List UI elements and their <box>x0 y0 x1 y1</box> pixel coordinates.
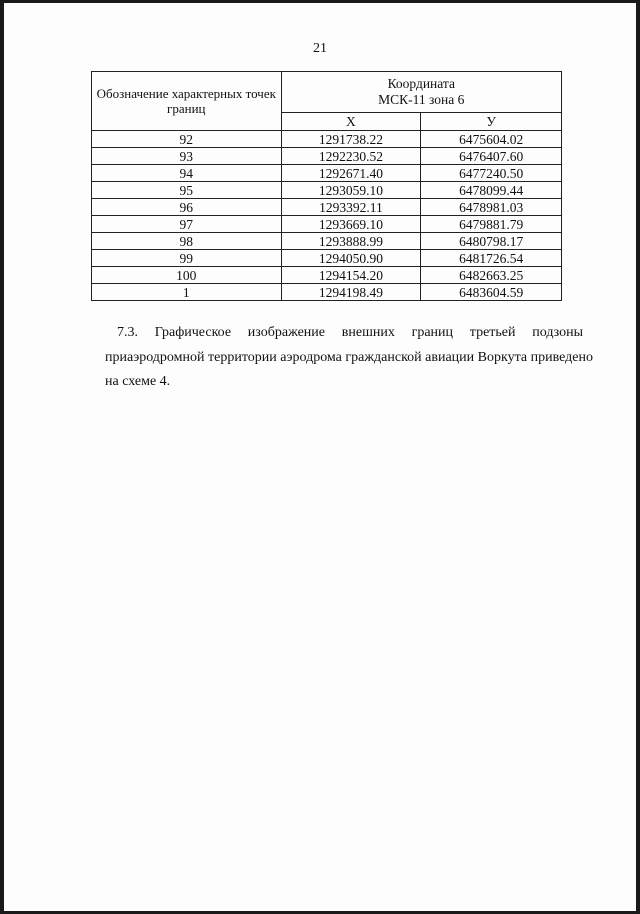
cell-point: 1 <box>92 284 282 301</box>
header-x: Х <box>281 113 421 131</box>
cell-point: 94 <box>92 165 282 182</box>
cell-y: 6479881.79 <box>421 216 562 233</box>
header-coordinate-system: МСК-11 зона 6 <box>378 92 465 108</box>
cell-x: 1293392.11 <box>281 199 421 216</box>
paragraph-line-2: приаэродромной территории аэродрома гражданской авиации Воркута приведено <box>105 349 593 365</box>
table-row <box>92 250 562 267</box>
table-row <box>92 131 562 148</box>
header-coordinate-title: Координата <box>387 76 455 92</box>
cell-y: 6477240.50 <box>421 165 562 182</box>
table-row <box>92 199 562 216</box>
coordinates-table <box>91 71 562 301</box>
page-number: 21 <box>313 41 327 56</box>
document-page <box>4 3 636 911</box>
cell-y: 6478099.44 <box>421 182 562 199</box>
table-row <box>92 267 562 284</box>
cell-point: 95 <box>92 182 282 199</box>
cell-point: 97 <box>92 216 282 233</box>
header-coordinate <box>281 72 561 113</box>
table-row <box>92 284 562 301</box>
cell-x: 1294154.20 <box>281 267 421 284</box>
table-row <box>92 148 562 165</box>
cell-y: 6478981.03 <box>421 199 562 216</box>
cell-point: 100 <box>92 267 282 284</box>
cell-point: 96 <box>92 199 282 216</box>
paragraph-line-3: на схеме 4. <box>105 374 171 389</box>
cell-x: 1294198.49 <box>281 284 421 301</box>
cell-x: 1292671.40 <box>281 165 421 182</box>
cell-point: 93 <box>92 148 282 165</box>
cell-y: 6481726.54 <box>421 250 562 267</box>
cell-y: 6480798.17 <box>421 233 562 250</box>
cell-x: 1294050.90 <box>281 250 421 267</box>
cell-y: 6475604.02 <box>421 131 562 148</box>
section-paragraph <box>105 321 593 395</box>
header-points: Обозначение характерных точек границ <box>92 72 282 131</box>
cell-y: 6476407.60 <box>421 148 562 165</box>
table-row <box>92 233 562 250</box>
table-row <box>92 165 562 182</box>
cell-y: 6482663.25 <box>421 267 562 284</box>
cell-x: 1293669.10 <box>281 216 421 233</box>
cell-x: 1293888.99 <box>281 233 421 250</box>
cell-point: 99 <box>92 250 282 267</box>
cell-x: 1291738.22 <box>281 131 421 148</box>
cell-point: 92 <box>92 131 282 148</box>
table-row <box>92 216 562 233</box>
cell-x: 1292230.52 <box>281 148 421 165</box>
cell-x: 1293059.10 <box>281 182 421 199</box>
paragraph-line-1: 7.3. Графическое изображение внешних границ третьей подзоны <box>117 325 583 340</box>
table-row <box>92 182 562 199</box>
cell-y: 6483604.59 <box>421 284 562 301</box>
header-y: У <box>421 113 562 131</box>
cell-point: 98 <box>92 233 282 250</box>
